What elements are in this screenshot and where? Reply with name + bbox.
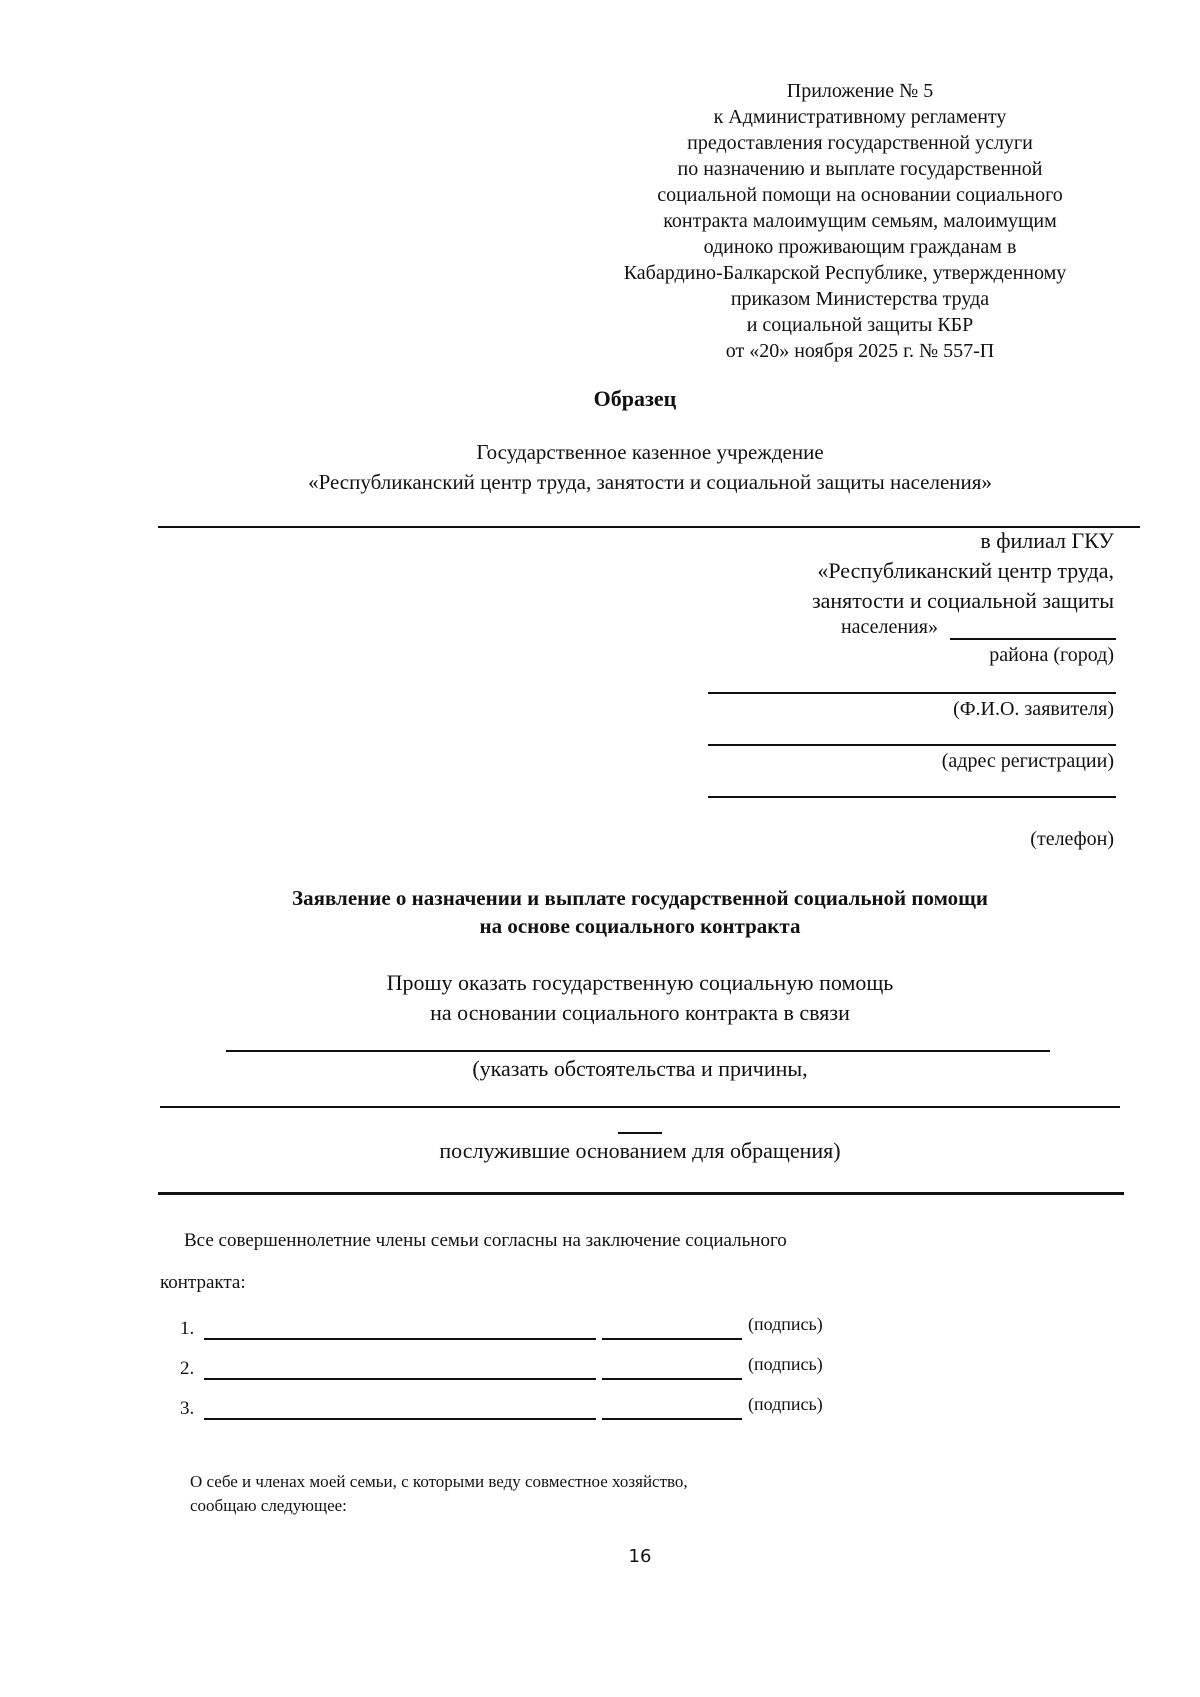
appendix-header: [600, 78, 1120, 364]
recipient-line-2: «Республиканский центр труда,: [817, 558, 1114, 583]
recipient-line-1: в филиал ГКУ: [980, 528, 1114, 553]
signature-label: (подпись): [748, 1314, 823, 1334]
appendix-line: предоставления государственной услуги: [687, 132, 1033, 154]
district-blank: [950, 638, 1116, 640]
consent-row-number: 3.: [180, 1398, 195, 1419]
phone-blank: [708, 796, 1116, 798]
document-title-line-1: Заявление о назначении и выплате государственной социальной помощи: [292, 886, 988, 910]
institution-line-2: «Республиканский центр труда, занятости и социальной защиты населения»: [308, 470, 992, 494]
appendix-line: и социальной защиты КБР: [746, 314, 974, 336]
name-blank: [204, 1338, 596, 1340]
document-title-line-2: на основе социального контракта: [479, 914, 801, 938]
reason-blank-3: [158, 1192, 1124, 1195]
name-blank: [204, 1378, 596, 1380]
name-blank: [204, 1418, 596, 1420]
request-line-1: Прошу оказать государственную социальную помощь: [386, 970, 894, 995]
address-label: (адрес регистрации): [941, 750, 1114, 772]
appendix-line: от «20» ноября 2025 г. № 557-П: [725, 340, 995, 362]
phone-label: (телефон): [1030, 828, 1114, 850]
district-label: района (город): [989, 644, 1114, 666]
reason-blank-1: [226, 1050, 1050, 1052]
signature-label: (подпись): [748, 1394, 823, 1414]
fio-label: (Ф.И.О. заявителя): [953, 698, 1114, 720]
family-line-1: О себе и членах моей семьи, с которыми веду совместное хозяйство,: [190, 1472, 688, 1491]
signature-blank: [602, 1338, 742, 1340]
appendix-line: к Административному регламенту: [713, 106, 1007, 128]
consent-row-number: 1.: [180, 1318, 195, 1339]
signature-blank: [602, 1418, 742, 1420]
appendix-line: по назначению и выплате государственной: [677, 158, 1043, 180]
fio-blank: [708, 692, 1116, 694]
reason-hint-2: послужившие основанием для обращения): [439, 1138, 841, 1163]
institution-line-1: Государственное казенное учреждение: [476, 440, 824, 464]
consent-row-number: 2.: [180, 1358, 195, 1379]
signature-label: (подпись): [748, 1354, 823, 1374]
appendix-line: социальной помощи на основании социального: [657, 184, 1063, 206]
family-line-2: сообщаю следующее:: [190, 1496, 347, 1515]
appendix-line: приказом Министерства труда: [730, 288, 990, 310]
appendix-line: одиноко проживающим гражданам в: [703, 236, 1017, 258]
reason-hint-1: (указать обстоятельства и причины,: [472, 1056, 808, 1081]
signature-blank: [602, 1378, 742, 1380]
request-line-2: на основании социального контракта в связи: [430, 1000, 850, 1025]
consent-line-1: Все совершеннолетние члены семьи согласны на заключение социального: [184, 1230, 787, 1251]
reason-blank-2: [160, 1106, 1120, 1108]
appendix-line: Приложение № 5: [786, 80, 934, 102]
sample-label: Образец: [593, 386, 677, 411]
consent-line-2: контракта:: [160, 1272, 246, 1293]
recipient-line-3: занятости и социальной защиты: [811, 588, 1114, 613]
recipient-line-4: населения»: [840, 616, 938, 638]
appendix-line: Кабардино-Балкарской Республике, утвержденному: [623, 262, 1067, 284]
page-number: 16: [628, 1546, 652, 1567]
address-blank: [708, 744, 1116, 746]
appendix-line: контракта малоимущим семьям, малоимущим: [663, 210, 1057, 232]
reason-blank-short: [618, 1132, 662, 1134]
